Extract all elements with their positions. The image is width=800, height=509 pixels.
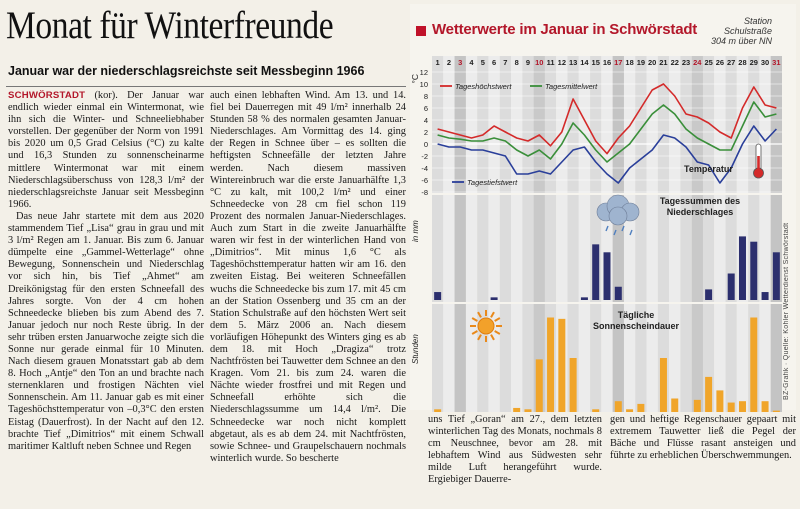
graphic-credit: BZ-Grafik · Quelle: Kohler Wetterdienst Schwörstadt xyxy=(783,222,790,400)
legend-label-min: Tagestiefstwert xyxy=(467,178,518,187)
sun-panel-label: Tägliche xyxy=(617,310,655,320)
precip-bar xyxy=(773,252,780,300)
temp-tick-label: 0 xyxy=(423,140,428,149)
article-paragraph: gen und heftige Regenschauer gepaart mit extremem Tauwetter ließ die Pegel der Bäche und Flüsse rasant ansteigen und führte zu erheblichen Überschwemmungen. xyxy=(610,414,796,462)
day-label: 14 xyxy=(580,58,589,67)
station-label: Station xyxy=(743,16,772,26)
day-column-stripe xyxy=(590,56,601,412)
precip-bar xyxy=(750,242,757,300)
day-label: 27 xyxy=(727,58,736,67)
station-elevation: 304 m über NN xyxy=(710,36,772,46)
temp-tick-label: -6 xyxy=(421,176,428,185)
temp-tick-label: -8 xyxy=(421,188,428,197)
day-column-stripe xyxy=(714,56,725,412)
temp-axis-label: °C xyxy=(410,74,420,84)
station-name: Schulstraße xyxy=(723,26,772,36)
day-column-stripe xyxy=(511,56,522,412)
panel-separator xyxy=(432,193,782,195)
day-label: 30 xyxy=(760,58,770,67)
article-dateline: SCHWÖRSTADT xyxy=(8,90,86,101)
sunshine-bar xyxy=(626,409,633,412)
temp-panel-label: Temperatur xyxy=(684,164,733,174)
day-label: 16 xyxy=(602,58,612,67)
day-column-stripe xyxy=(443,56,454,412)
highlight-day-stripe xyxy=(534,56,545,412)
day-label: 19 xyxy=(636,58,646,67)
day-label: 10 xyxy=(535,58,544,67)
precip-bar xyxy=(739,236,746,300)
sunshine-bar xyxy=(716,390,723,412)
day-label: 17 xyxy=(614,58,623,67)
day-label: 28 xyxy=(738,58,747,67)
sunshine-bar xyxy=(671,399,678,413)
article-paragraph: Das neue Jahr startete mit dem aus 2020 stammendem Tief „Lisa“ grau in grau und mit 3 l/m² Regen am 1. Januar. Bis zum 6. Januar dümpelte eine „Gammel-Wetterlage“ ohne Bewegung, Sonnenschein und Niederschlag vor sich hin, bis Tief „Ahmet“ am Dreikönigstag für den ersten Schneefall des Jahres sorgte. Von der 4 cm hohen Schneedecke blieben bis zum Abend des 7. Januar jedoch nur noch Reste übrig. In der sehr trüben ersten Januarwoche zeigte sich die Sonne nur gerade einmal für 10 Minuten. Nach diesem grauen Monatsstart gab ab dem 8. Hoch „Antje“ den Ton an und brachte nach sternenklaren und frostigen Nächten viel Sonnenschein. Am 11. Januar gab es mit einer Tageshöchsttemperatur von –0,3°C den ersten Eistag (Dauerfrost). In der Nacht auf den 12. brachte Tief „Dimitrios“ mit einem Schwall maritimer Kaltluft neben Schnee und Regen xyxy=(8,210,204,452)
highlight-day-stripe xyxy=(692,56,703,412)
day-label: 4 xyxy=(469,58,474,67)
precip-panel-label: Tagessummen des xyxy=(659,196,741,206)
sunshine-bar xyxy=(739,401,746,412)
day-label: 31 xyxy=(772,58,781,67)
temp-tick-label: 8 xyxy=(423,92,428,101)
precip-bar xyxy=(762,292,769,300)
article-text: (kor). Der Januar war endlich wieder einmal ein Wintermonat, wie ihn sich die Winter- und Schneeliebhaber vorstellen. Der gegenüber der Norm von 1991 bis 2020 um 0,5 Grad Celsius (°C) zu kalte und 16,3 Stunden zu sonnenscheinarme mittlere Wintermonat war mit einem Niederschlagsüberschuss von 128,3 l/m² der niederschlagsreichste Januar seit Messbeginn 1966. xyxy=(8,90,204,210)
day-label: 20 xyxy=(647,58,657,67)
day-label: 1 xyxy=(435,58,440,67)
temp-tick-label: 4 xyxy=(423,116,428,125)
precip-bar xyxy=(604,252,611,300)
highlight-day-stripe xyxy=(455,56,466,412)
day-column-stripe xyxy=(680,56,691,412)
panel-separator xyxy=(432,302,782,304)
day-column-stripe xyxy=(726,56,737,412)
sun-panel-label: Sonnenscheindauer xyxy=(592,321,680,331)
sunshine-bar xyxy=(750,318,757,413)
day-column-stripe xyxy=(579,56,590,412)
day-label: 13 xyxy=(568,58,578,67)
day-label: 2 xyxy=(446,58,452,67)
sunshine-bar xyxy=(637,404,644,412)
sunshine-bar xyxy=(615,401,622,412)
sunshine-bar xyxy=(536,359,543,412)
day-column-stripe xyxy=(500,56,511,412)
article-paragraph: uns Tief „Goran“ am 27., dem letzten winterlichen Tag des Monats, nochmals 8 cm Neuschnee, bevor am 28. mit lebhaftem Wind aus Südwesten sehr milde Luft herangeführt wurde. Ergiebiger Dauerre- xyxy=(428,414,602,486)
day-column-stripe xyxy=(703,56,714,412)
sunshine-bar xyxy=(592,409,599,412)
legend-label-mean: Tagesmittelwert xyxy=(545,82,598,91)
day-column-stripe xyxy=(647,56,658,412)
precip-bar xyxy=(728,274,735,301)
sunshine-bar xyxy=(547,318,554,413)
thermometer-fill-icon xyxy=(757,156,760,170)
day-label: 9 xyxy=(525,58,531,67)
cloud-puff-icon xyxy=(609,207,627,225)
day-column-stripe xyxy=(488,56,499,412)
day-column-stripe xyxy=(624,56,635,412)
day-label: 29 xyxy=(749,58,758,67)
day-column-stripe xyxy=(669,56,680,412)
sunshine-bar xyxy=(773,411,780,412)
temp-tick-label: -2 xyxy=(421,152,428,161)
precip-bar xyxy=(491,297,498,300)
day-label: 18 xyxy=(625,58,634,67)
precip-bar xyxy=(592,244,599,300)
legend-label-max: Tageshöchstwert xyxy=(455,82,512,91)
precip-panel-label: Niederschlages xyxy=(666,207,734,217)
sunshine-bar xyxy=(728,403,735,412)
temp-tick-label: 10 xyxy=(419,80,428,89)
day-label: 3 xyxy=(458,58,463,67)
precip-bar xyxy=(581,297,588,300)
temp-tick-label: 6 xyxy=(423,104,428,113)
day-label: 22 xyxy=(670,58,679,67)
day-column-stripe xyxy=(601,56,612,412)
sunshine-bar xyxy=(762,401,769,412)
day-label: 12 xyxy=(557,58,567,67)
highlight-day-stripe xyxy=(771,56,782,412)
article-paragraph: auch einen lebhaften Wind. Am 13. und 14. fiel bei Dauerregen mit 49 l/m² innerhalb 24 Stunden 58 % des normalen gesamten Januar-Niederschlages. Am Vormittag des 14. ging der Regen in Schnee über – es sollten die heftigsten Schneefälle der letzten Jahre werden. Nach diesem massiven Wintereinbruch war die erste Januarhälfte 1,3 °C zu kalt, mit 100,2 l/m² und einer Schneedecke von 28 cm fiel schon 119 Prozent des normalen Januar-Niederschlages. Auch zum Start in die zweite Januarhälfte waren wir fest in der winterlichen Hand von „Dimitrios“. Mit minus 1,6 °C als Tageshöchsttemperatur hatten wir am 16. den zweiten Eistag. Bei weiteren Schneefällen wuchs die Schneedecke bis zum 17. mit 45 cm an der Station Ossenberg und 35 cm an der Station Schulstraße auf den höchsten Wert seit dem 5. März 2006 an. Nach diesem vorläufigen Höhepunkt des Winters ging es ab dem 18. mit Hoch „Dragiza“ trotz Nachtfrösten bei Tauwetter dem Schnee an den Kragen. Vom 21. bis zum 24. waren die Nächte wieder frostfrei und mit Regen und Schneefall erhöhte sich die Niederschlagssumme um 14,4 l/m². Die Schneedecke war noch nicht komplett abgetaut, als es ab dem 24. mit Nachtfrösten, sowie Schnee- und Graupelschauern nochmals winterlich wurde. So bescherte xyxy=(210,90,406,464)
day-label: 26 xyxy=(715,58,725,67)
temp-tick-label: -4 xyxy=(421,164,428,173)
temp-tick-label: 12 xyxy=(419,68,428,77)
article-subheadline: Januar war der niederschlagsreichste seit Messbeginn 1966 xyxy=(8,64,365,78)
sunshine-bar xyxy=(660,358,667,412)
day-column-stripe xyxy=(759,56,770,412)
precip-bar xyxy=(615,287,622,300)
article-headline: Monat für Winterfreunde xyxy=(6,4,334,47)
sunshine-bar xyxy=(694,400,701,412)
precip-bar xyxy=(705,289,712,300)
sun-disc-icon xyxy=(478,318,494,334)
sunshine-bar xyxy=(705,377,712,412)
day-column-stripe xyxy=(432,56,443,412)
precip-bar xyxy=(434,292,441,300)
sunshine-bar xyxy=(513,408,520,412)
day-label: 21 xyxy=(659,58,668,67)
day-label: 11 xyxy=(546,58,555,67)
sunshine-bar xyxy=(434,409,441,412)
temp-tick-label: 2 xyxy=(423,128,428,137)
precip-axis-label: in mm xyxy=(411,220,420,242)
day-column-stripe xyxy=(477,56,488,412)
day-label: 5 xyxy=(480,58,485,67)
day-label: 15 xyxy=(591,58,600,67)
sunshine-bar xyxy=(570,358,577,412)
graphic-title: Wetterwerte im Januar in Schwörstadt xyxy=(432,21,698,38)
day-label: 7 xyxy=(503,58,508,67)
sun-axis-label: Stunden xyxy=(411,334,420,364)
chart-background-layer xyxy=(432,56,782,412)
day-label: 25 xyxy=(704,58,713,67)
day-label: 24 xyxy=(693,58,702,67)
day-label: 6 xyxy=(492,58,497,67)
day-label: 8 xyxy=(514,58,519,67)
day-label: 23 xyxy=(681,58,691,67)
day-column-stripe xyxy=(466,56,477,412)
sunshine-bar xyxy=(558,319,565,412)
sunshine-bar xyxy=(524,409,531,412)
day-column-stripe xyxy=(522,56,533,412)
